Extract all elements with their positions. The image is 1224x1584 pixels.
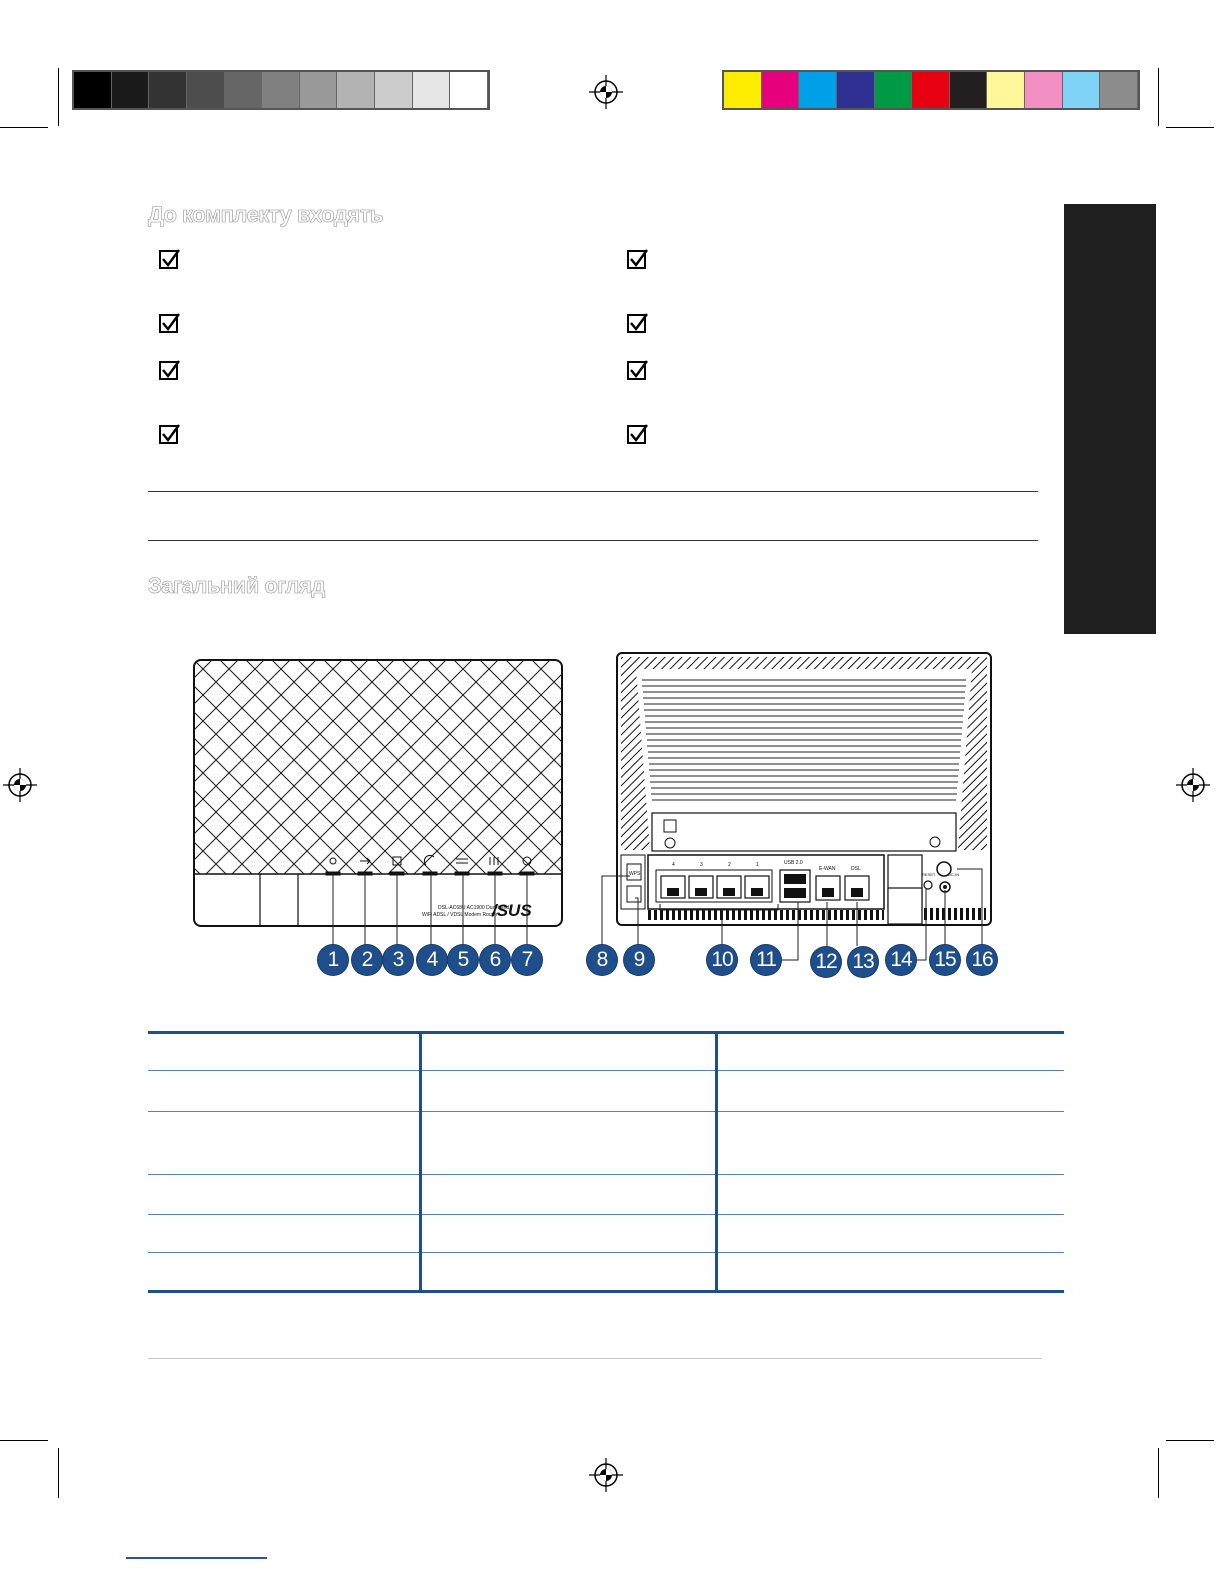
callout-1: 1: [318, 945, 348, 975]
callout-3: 3: [383, 945, 413, 975]
crop-mark: [58, 1448, 59, 1498]
lan-port-label: 4: [672, 862, 675, 868]
reset-label: RESET: [922, 872, 936, 877]
rear-wps-label: WPS: [629, 871, 641, 877]
callout-10: 10: [707, 945, 737, 975]
table-row-divider: [148, 1252, 1064, 1253]
table-column-divider: [715, 1033, 718, 1292]
crop-mark: [0, 1440, 48, 1441]
callout-9: 9: [624, 945, 654, 975]
table-row-divider: [148, 1214, 1064, 1215]
table-row-divider: [148, 1070, 1064, 1071]
callout-14: 14: [886, 945, 916, 975]
crop-mark: [1166, 1440, 1214, 1441]
lan-port-label: 2: [728, 862, 731, 868]
callout-15: 15: [930, 945, 960, 975]
crop-mark: [1158, 1448, 1159, 1498]
callout-8: 8: [587, 945, 617, 975]
callout-11: 11: [751, 945, 781, 975]
lan-port-label: 1: [756, 862, 759, 868]
footer-divider: [148, 1358, 1042, 1359]
callout-7: 7: [512, 945, 542, 975]
dsl-port-label: DSL: [851, 866, 861, 872]
table-column-divider: [419, 1033, 422, 1292]
callout-2: 2: [352, 945, 382, 975]
bottom-underline: [126, 1557, 267, 1559]
callout-4: 4: [417, 945, 447, 975]
table-row-divider: [148, 1174, 1064, 1175]
front-model-subtitle: WiFi ADSL / VDSL Modem Router: [422, 912, 498, 918]
callout-12: 12: [811, 947, 841, 977]
lan-port-label: 3: [700, 862, 703, 868]
asus-logo: /SUS: [492, 901, 532, 920]
front-model-label: DSL-AC68U AC1900 Dual-band: [438, 905, 510, 911]
callout-13: 13: [848, 947, 878, 977]
callout-6: 6: [480, 945, 510, 975]
dc-in-label: DC-IN: [948, 872, 960, 877]
table-bottom-border: [148, 1290, 1064, 1293]
registration-mark-icon: [589, 1458, 623, 1492]
callout-5: 5: [448, 945, 478, 975]
table-top-border: [148, 1031, 1064, 1034]
callout-16: 16: [967, 945, 997, 975]
usb-port-label: USB 2.0: [784, 860, 803, 866]
package-contents-heading: До комплекту входять: [148, 202, 383, 227]
wan-port-label: E-WAN: [819, 866, 836, 872]
overview-heading: Загальний огляд: [148, 573, 325, 598]
table-row-divider: [148, 1111, 1064, 1112]
